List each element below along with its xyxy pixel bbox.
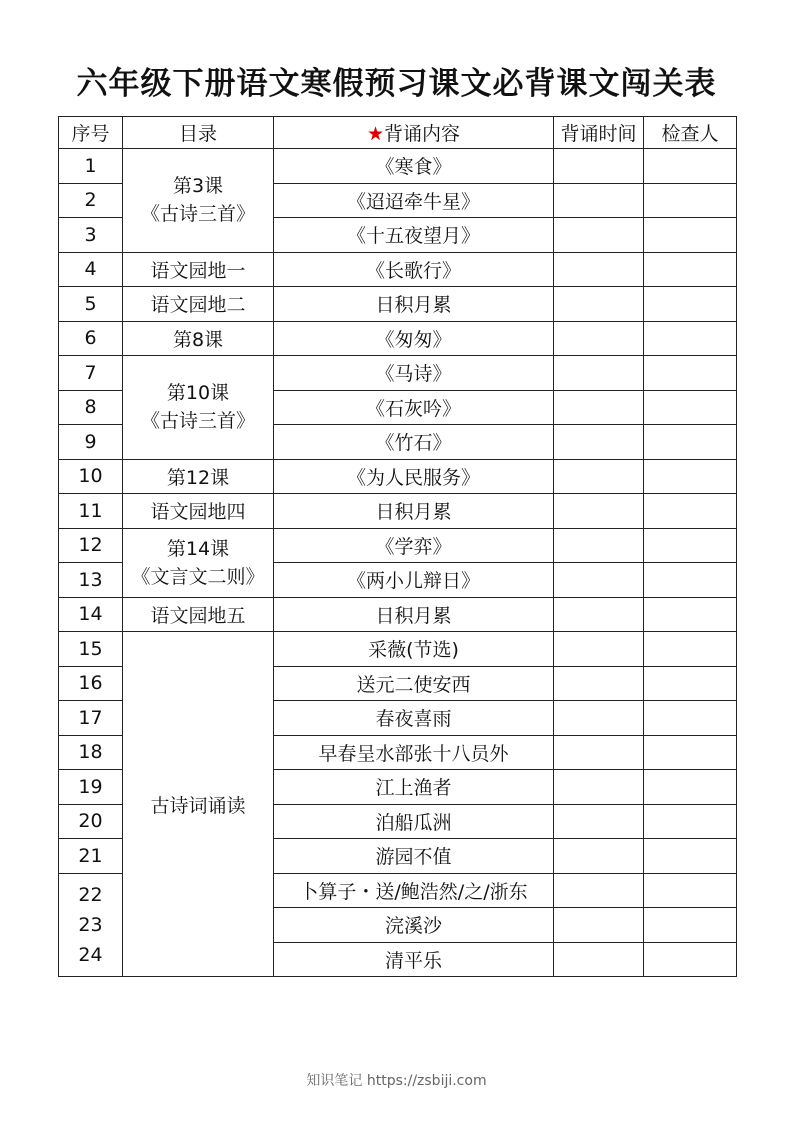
catalog-cell: 语文园地四 [123,494,274,529]
checker-cell[interactable] [644,873,737,908]
recite-time-cell[interactable] [554,218,644,253]
row-number-stack [59,873,123,977]
table-row [59,149,737,184]
catalog-cell [123,149,274,253]
row-number: 21 [59,839,123,874]
header-catalog: 目录 [123,117,274,149]
recite-time-cell[interactable] [554,321,644,356]
catalog-lesson: 第14课 [166,537,230,560]
recite-time-cell[interactable] [554,632,644,667]
header-row [59,117,737,149]
row-number: 6 [59,321,123,356]
recite-content: 早春呈水部张十八员外 [274,735,554,770]
recite-content: 采薇(节选) [274,632,554,667]
recite-content: 《石灰吟》 [274,390,554,425]
checker-cell[interactable] [644,425,737,460]
catalog-text: 《文言文二则》 [131,565,265,588]
recite-content: 《寒食》 [274,149,554,184]
recite-time-cell[interactable] [554,149,644,184]
recite-content: 《匆匆》 [274,321,554,356]
checker-cell[interactable] [644,390,737,425]
recite-content: 《学弈》 [274,528,554,563]
row-number: 24 [78,943,103,966]
checker-cell[interactable] [644,804,737,839]
recite-time-cell[interactable] [554,735,644,770]
checker-cell[interactable] [644,528,737,563]
recite-time-cell[interactable] [554,425,644,460]
header-content-label: 背诵内容 [384,123,461,145]
recite-content: 江上渔者 [274,770,554,805]
checker-cell[interactable] [644,252,737,287]
row-number: 12 [59,528,123,563]
catalog-cell: 第8课 [123,321,274,356]
recite-time-cell[interactable] [554,666,644,701]
checker-cell[interactable] [644,459,737,494]
row-number: 23 [78,913,103,936]
recite-time-cell[interactable] [554,459,644,494]
recite-content: 春夜喜雨 [274,701,554,736]
row-number: 5 [59,287,123,322]
header-seq: 序号 [59,117,123,149]
table-row [59,356,737,391]
checker-cell[interactable] [644,149,737,184]
row-number: 4 [59,252,123,287]
checker-cell[interactable] [644,839,737,874]
checker-cell[interactable] [644,597,737,632]
recite-time-cell[interactable] [554,804,644,839]
checker-cell[interactable] [644,321,737,356]
recite-content: 卜算子・送/鲍浩然/之/浙东 [274,873,554,908]
checker-cell[interactable] [644,563,737,598]
recite-content: 《为人民服务》 [274,459,554,494]
recite-time-cell[interactable] [554,390,644,425]
row-number: 8 [59,390,123,425]
catalog-cell [123,528,274,597]
header-content [274,117,554,149]
recite-content: 日积月累 [274,494,554,529]
recite-content: 清平乐 [274,942,554,977]
checker-cell[interactable] [644,218,737,253]
recite-content: 《迢迢牵牛星》 [274,183,554,218]
footer-watermark: 知识笔记 https://zsbiji.com [306,1073,487,1089]
table-row [59,321,737,356]
recite-content: 游园不值 [274,839,554,874]
catalog-cell [123,356,274,460]
checker-cell[interactable] [644,494,737,529]
catalog-lesson: 第10课 [166,382,230,405]
checker-cell[interactable] [644,770,737,805]
table-row [59,528,737,563]
recite-time-cell[interactable] [554,597,644,632]
recite-content: 《两小儿辩日》 [274,563,554,598]
checker-cell[interactable] [644,701,737,736]
row-number: 10 [59,459,123,494]
checker-cell[interactable] [644,183,737,218]
recite-content: 日积月累 [274,287,554,322]
row-number: 17 [59,701,123,736]
recitation-table [58,116,737,977]
row-number: 18 [59,735,123,770]
recite-content: 《十五夜望月》 [274,218,554,253]
recite-time-cell[interactable] [554,494,644,529]
catalog-cell: 语文园地二 [123,287,274,322]
catalog-text: 《古诗三首》 [140,203,255,226]
recite-time-cell[interactable] [554,839,644,874]
row-number: 13 [59,563,123,598]
row-number: 9 [59,425,123,460]
catalog-lesson: 第3课 [172,175,224,198]
table-row [59,632,737,667]
row-number: 20 [59,804,123,839]
checker-cell[interactable] [644,908,737,943]
row-number: 2 [59,183,123,218]
row-number: 7 [59,356,123,391]
catalog-cell: 语文园地一 [123,252,274,287]
recite-content: 送元二使安西 [274,666,554,701]
checker-cell[interactable] [644,356,737,391]
table-row [59,287,737,322]
row-number: 1 [59,149,123,184]
catalog-cell: 古诗词诵读 [123,632,274,977]
star-icon: ★ [366,123,385,145]
row-number: 3 [59,218,123,253]
checker-cell[interactable] [644,632,737,667]
recite-time-cell[interactable] [554,908,644,943]
catalog-cell: 语文园地五 [123,597,274,632]
table-row [59,252,737,287]
row-number: 22 [78,883,103,906]
recite-content: 浣溪沙 [274,908,554,943]
recite-time-cell[interactable] [554,942,644,977]
catalog-cell: 第12课 [123,459,274,494]
recite-time-cell[interactable] [554,563,644,598]
table-row [59,459,737,494]
recite-time-cell[interactable] [554,183,644,218]
row-number: 11 [59,494,123,529]
table-row [59,494,737,529]
row-number: 16 [59,666,123,701]
page-title: 六年级下册语文寒假预习课文必背课文闯关表 [76,66,717,102]
catalog-text: 《古诗三首》 [140,410,255,433]
checker-cell[interactable] [644,287,737,322]
recite-time-cell[interactable] [554,770,644,805]
recite-time-cell[interactable] [554,528,644,563]
recite-content: 日积月累 [274,597,554,632]
recite-time-cell[interactable] [554,873,644,908]
header-checker: 检查人 [644,117,737,149]
recite-content: 《长歌行》 [274,252,554,287]
checker-cell[interactable] [644,735,737,770]
recite-time-cell[interactable] [554,252,644,287]
header-time: 背诵时间 [554,117,644,149]
recite-content: 《竹石》 [274,425,554,460]
recite-time-cell[interactable] [554,356,644,391]
checker-cell[interactable] [644,666,737,701]
row-number: 19 [59,770,123,805]
recite-time-cell[interactable] [554,287,644,322]
row-number: 14 [59,597,123,632]
recite-content: 泊船瓜洲 [274,804,554,839]
checker-cell[interactable] [644,942,737,977]
table-row [59,597,737,632]
recite-content: 《马诗》 [274,356,554,391]
recite-time-cell[interactable] [554,701,644,736]
row-number: 15 [59,632,123,667]
